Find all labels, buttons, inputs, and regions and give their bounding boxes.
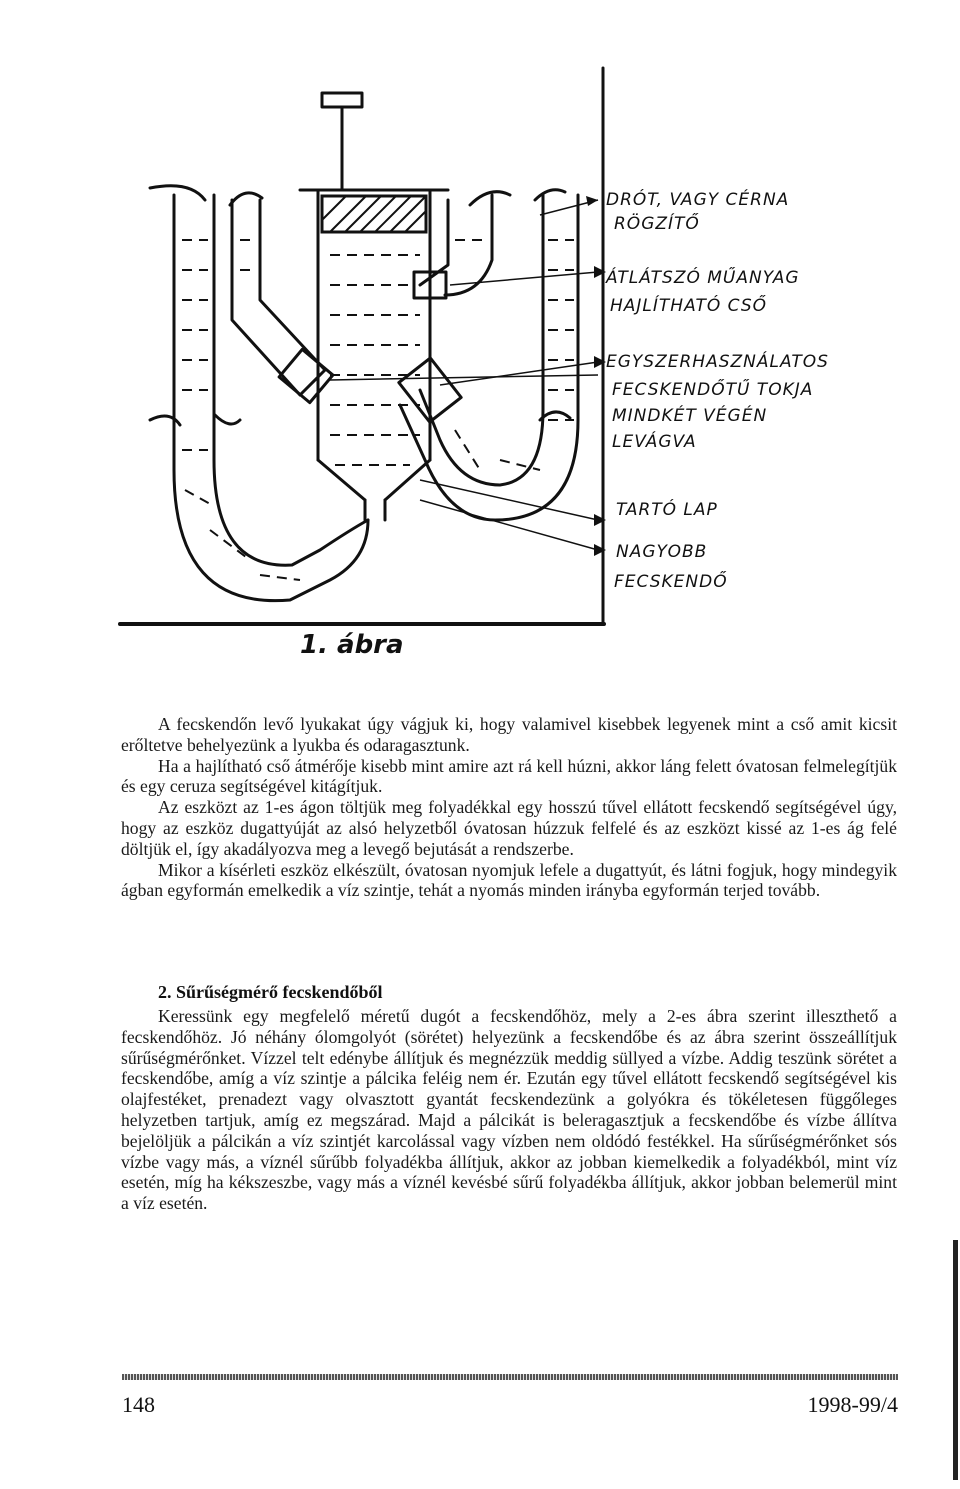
apparatus-drawing bbox=[0, 0, 960, 700]
issue-number: 1998-99/4 bbox=[807, 1392, 898, 1417]
body-text bbox=[121, 714, 897, 901]
paragraph: Ha a hajlítható cső átmérője kisebb mint amire azt rá kell húzni, akkor láng felett óvatosan felmelegítjük és egy ceruza segítségével kitágítjuk. bbox=[121, 755, 897, 797]
label-tube-line2: HAJLÍTHATÓ CSŐ bbox=[610, 296, 767, 316]
label-tube-line1: ÁTLÁTSZÓ MŰANYAG bbox=[606, 268, 800, 288]
section-heading: 2. Sűrűségmérő fecskendőből bbox=[158, 982, 383, 1002]
paragraph: A fecskendőn levő lyukakat úgy vágjuk ki, hogy valamivel kisebbek legyenek mint a cső amit kicsit erőltetve behelyezünk a lyukba és odaragasztunk. bbox=[121, 714, 897, 755]
paragraph: Keressünk egy megfelelő méretű dugót a fecskendőhöz, mely a 2-es ábra szerint illeszthető a fecskendőhöz. Jó néhány ólomgolyót (sörétet) helyezünk a fecskendőbe és az ábra szerint összeállítjuk sűrűségmérőnket. Vízzel telt edénybe állítjuk és megnézzük meddig süllyed a vízbe. Addig teszünk sörétet a fecskendőbe, amíg a víz szintje a pálcika feléig nem ér. Ezután egy tűvel ellátott fecskendő segítségével kis olajfestéket, prenadezt vagy olvasztott gyantát fecskendezünk a golyókra és tökéletesen függőleges helyzetben tartjuk, amíg ez megszárad. Majd a pálcikát is beleragasztjuk a fecskendőbe és vízbe állítva bejelöljük a pálcikán a víz szintjét karcolással vagy vízben nem oldódó festékkel. Ha sűrűségmérőnket sós vízbe vagy más, a víznél sűrűbb folyadékba állítjuk, akkor az jobban kiemelkedik a folyadékból, mint víz esetén, míg ha kékszeszbe, vagy más a víznél kevésbé sűrű folyadékba állítjuk, akkor jobban belemerül mint a víz esetén. bbox=[121, 1006, 897, 1214]
label-holder: TARTÓ LAP bbox=[616, 500, 718, 520]
label-bigger-line1: NAGYOBB bbox=[616, 542, 708, 562]
figure-caption: 1. ábra bbox=[300, 630, 404, 660]
label-wire: DRÓT, VAGY CÉRNA bbox=[606, 190, 790, 210]
section-text bbox=[121, 1006, 897, 1214]
label-syringe-line2: FECSKENDŐTŰ TOKJA bbox=[612, 380, 814, 400]
footer-rule bbox=[122, 1374, 898, 1380]
paragraph: Az eszközt az 1-es ágon töltjük meg folyadékkal egy hosszú tűvel ellátott fecskendő segítségével úgy, hogy az eszköz dugattyúját az alsó helyzetből óvatosan húzzuk felfelé és az eszközt kissé az 1-es ág felé döltjük el, így akadályozva meg a levegő bejutását a rendszerbe. bbox=[121, 797, 897, 859]
label-fixer: RÖGZÍTŐ bbox=[614, 214, 700, 234]
label-syringe-line3: MINDKÉT VÉGÉN bbox=[612, 406, 768, 426]
label-syringe-line4: LEVÁGVA bbox=[612, 432, 697, 452]
label-syringe-line1: EGYSZERHASZNÁLATOS bbox=[606, 352, 829, 372]
scan-edge-mark bbox=[953, 1240, 958, 1480]
page-number: 148 bbox=[122, 1392, 155, 1417]
figure-1 bbox=[0, 0, 960, 700]
paragraph: Mikor a kísérleti eszköz elkészült, óvatosan nyomjuk lefele a dugattyút, és látni fogjuk, hogy mindegyik ágban egyformán emelkedik a víz szintje, tehát a nyomás minden irányba egyformán terjed tovább. bbox=[121, 859, 897, 901]
label-bigger-line2: FECSKENDŐ bbox=[614, 572, 728, 592]
